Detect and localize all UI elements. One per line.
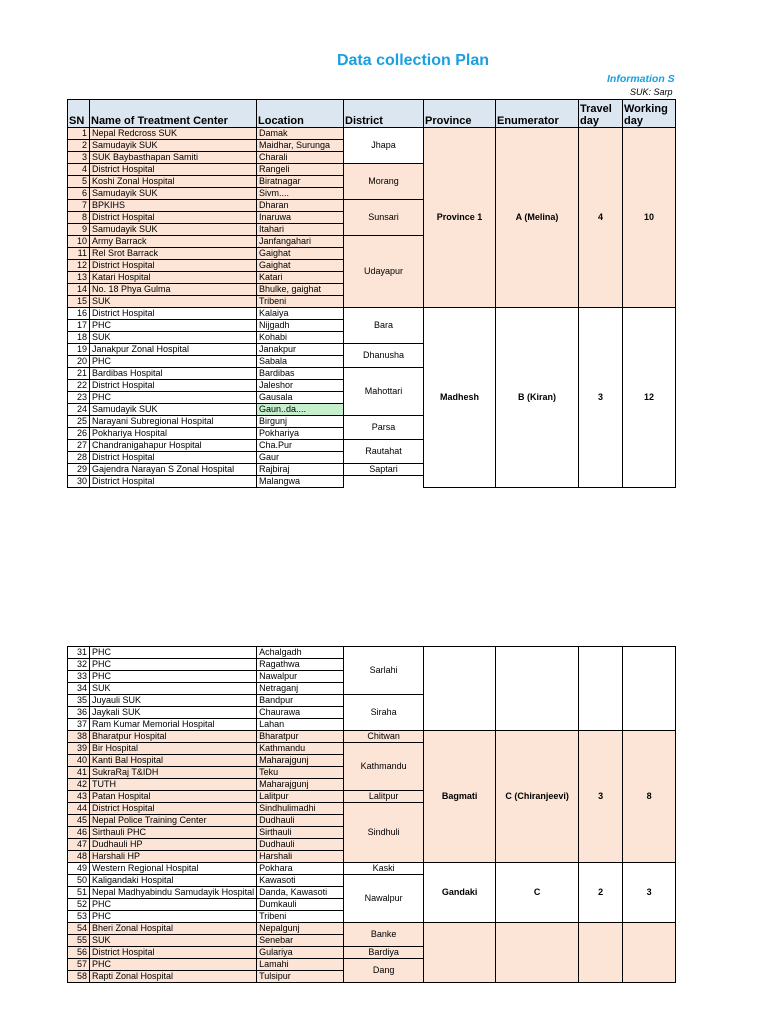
cell-location: Nepalgunj (257, 923, 344, 935)
cell-district: Rautahat (344, 440, 424, 464)
cell-name: SUK (90, 683, 257, 695)
cell-sn: 38 (68, 731, 90, 743)
cell-province: Gandaki (424, 863, 496, 923)
cell-travel-empty (579, 647, 623, 731)
cell-working: 10 (623, 128, 676, 308)
cell-sn: 46 (68, 827, 90, 839)
cell-province-empty (424, 647, 496, 731)
cell-location: Lalitpur (257, 791, 344, 803)
cell-sn: 18 (68, 332, 90, 344)
cell-province: Bagmati (424, 731, 496, 863)
cell-name: Army Barrack (90, 236, 257, 248)
cell-working: 3 (623, 863, 676, 923)
cell-sn: 50 (68, 875, 90, 887)
cell-location: Kawasoti (257, 875, 344, 887)
cell-location: Tribeni (257, 296, 344, 308)
cell-district: Kathmandu (344, 743, 424, 791)
cell-name: District Hospital (90, 308, 257, 320)
cell-location: Maharajgunj (257, 755, 344, 767)
cell-sn: 32 (68, 659, 90, 671)
cell-sn: 13 (68, 272, 90, 284)
cell-name: Samudayik SUK (90, 404, 257, 416)
cell-sn: 7 (68, 200, 90, 212)
page-break (0, 533, 768, 646)
cell-sn: 54 (68, 923, 90, 935)
cell-sn: 57 (68, 959, 90, 971)
cell-travel: 3 (579, 731, 623, 863)
cell-district: Kaski (344, 863, 424, 875)
cell-sn: 44 (68, 803, 90, 815)
cell-location: Bharatpur (257, 731, 344, 743)
cell-enumerator-empty (496, 647, 579, 731)
cell-name: Dudhauli HP (90, 839, 257, 851)
cell-location: Lamahi (257, 959, 344, 971)
header-row (68, 100, 676, 128)
cell-sn: 2 (68, 140, 90, 152)
cell-sn: 30 (68, 476, 90, 488)
cell-district: Bara (344, 308, 424, 344)
cell-name: Nepal Redcross SUK (90, 128, 257, 140)
cell-district: Nawalpur (344, 875, 424, 923)
cell-sn: 45 (68, 815, 90, 827)
cell-location: Sirthauli (257, 827, 344, 839)
cell-name: Janakpur Zonal Hospital (90, 344, 257, 356)
cell-name: Patan Hospital (90, 791, 257, 803)
cell-location: Gaun..da.... (257, 404, 344, 416)
cell-sn: 4 (68, 164, 90, 176)
cell-working-empty (623, 923, 676, 983)
cell-name: Kaligandaki Hospital (90, 875, 257, 887)
cell-name: PHC (90, 647, 257, 659)
cell-location: Harshali (257, 851, 344, 863)
cell-sn: 15 (68, 296, 90, 308)
cell-sn: 36 (68, 707, 90, 719)
cell-location: Lahan (257, 719, 344, 731)
cell-name: Bardibas Hospital (90, 368, 257, 380)
header-province: Province (424, 100, 496, 128)
cell-location: Gaighat (257, 248, 344, 260)
cell-working: 12 (623, 308, 676, 488)
cell-travel: 4 (579, 128, 623, 308)
cell-name: District Hospital (90, 947, 257, 959)
cell-location: Sindhulimadhi (257, 803, 344, 815)
cell-name: PHC (90, 356, 257, 368)
cell-location: Charali (257, 152, 344, 164)
cell-sn: 6 (68, 188, 90, 200)
cell-location: Pokhariya (257, 428, 344, 440)
cell-sn: 17 (68, 320, 90, 332)
cell-province-empty (424, 923, 496, 983)
cell-working: 8 (623, 731, 676, 863)
cell-location: Damak (257, 128, 344, 140)
cell-name: Pokhariya Hospital (90, 428, 257, 440)
cell-sn: 31 (68, 647, 90, 659)
cell-location: Biratnagar (257, 176, 344, 188)
cell-location: Sabala (257, 356, 344, 368)
cell-sn: 58 (68, 971, 90, 983)
cell-name: BPKIHS (90, 200, 257, 212)
cell-name: Jaykali SUK (90, 707, 257, 719)
cell-location: Sivm.... (257, 188, 344, 200)
data-collection-table-page1 (67, 99, 676, 488)
cell-sn: 35 (68, 695, 90, 707)
cell-location: Netraganj (257, 683, 344, 695)
cell-location: Rangeli (257, 164, 344, 176)
cell-name: Samudayik SUK (90, 140, 257, 152)
cell-province: Madhesh (424, 308, 496, 488)
cell-location: Itahari (257, 224, 344, 236)
cell-name: District Hospital (90, 803, 257, 815)
cell-sn: 1 (68, 128, 90, 140)
cell-sn: 27 (68, 440, 90, 452)
cell-name: Harshali HP (90, 851, 257, 863)
cell-name: PHC (90, 392, 257, 404)
cell-name: Rel Srot Barrack (90, 248, 257, 260)
cell-sn: 25 (68, 416, 90, 428)
cell-location: Tribeni (257, 911, 344, 923)
cell-sn: 33 (68, 671, 90, 683)
cell-sn: 48 (68, 851, 90, 863)
cell-name: District Hospital (90, 260, 257, 272)
cell-location: Achalgadh (257, 647, 344, 659)
cell-sn: 14 (68, 284, 90, 296)
cell-location: Nawalpur (257, 671, 344, 683)
cell-location: Kalaiya (257, 308, 344, 320)
cell-district: Lalitpur (344, 791, 424, 803)
cell-sn: 40 (68, 755, 90, 767)
cell-sn: 24 (68, 404, 90, 416)
cell-district: Parsa (344, 416, 424, 440)
cell-location: Birgunj (257, 416, 344, 428)
cell-sn: 12 (68, 260, 90, 272)
cell-travel-empty (579, 923, 623, 983)
cell-name: SUK Baybasthapan Samiti (90, 152, 257, 164)
cell-sn: 16 (68, 308, 90, 320)
cell-name: PHC (90, 320, 257, 332)
cell-travel: 3 (579, 308, 623, 488)
cell-district: Morang (344, 164, 424, 200)
header-sn: SN (68, 100, 90, 128)
cell-sn: 34 (68, 683, 90, 695)
cell-enumerator: C (496, 863, 579, 923)
cell-location: Janakpur (257, 344, 344, 356)
cell-name: SukraRaj T&IDH (90, 767, 257, 779)
cell-working-empty (623, 647, 676, 731)
cell-sn: 41 (68, 767, 90, 779)
cell-sn: 21 (68, 368, 90, 380)
table-row (68, 923, 676, 935)
cell-location: Kathmandu (257, 743, 344, 755)
cell-enumerator: A (Melina) (496, 128, 579, 308)
cell-sn: 11 (68, 248, 90, 260)
cell-location: Gaur (257, 452, 344, 464)
cell-location: Cha.Pur (257, 440, 344, 452)
cell-location: Dudhauli (257, 815, 344, 827)
cell-name: Juyauli SUK (90, 695, 257, 707)
cell-location: Dharan (257, 200, 344, 212)
cell-name: Kanti Bal Hospital (90, 755, 257, 767)
cell-name: PHC (90, 959, 257, 971)
cell-sn: 22 (68, 380, 90, 392)
cell-location: Rajbiraj (257, 464, 344, 476)
table-row (68, 863, 676, 875)
cell-sn: 3 (68, 152, 90, 164)
cell-district: Jhapa (344, 128, 424, 164)
header-travel: Travel day (579, 100, 623, 128)
cell-location: Inaruwa (257, 212, 344, 224)
cell-sn: 19 (68, 344, 90, 356)
cell-name: Bir Hospital (90, 743, 257, 755)
data-collection-table-page2 (67, 646, 676, 983)
cell-sn: 53 (68, 911, 90, 923)
cell-district: Dhanusha (344, 344, 424, 368)
header-location: Location (257, 100, 344, 128)
cell-name: Koshi Zonal Hospital (90, 176, 257, 188)
cell-name: Western Regional Hospital (90, 863, 257, 875)
cell-sn: 56 (68, 947, 90, 959)
cell-sn: 9 (68, 224, 90, 236)
cell-district: Chitwan (344, 731, 424, 743)
cell-name: No. 18 Phya Gulma (90, 284, 257, 296)
cell-location: Katari (257, 272, 344, 284)
cell-name: TUTH (90, 779, 257, 791)
cell-location: Ragathwa (257, 659, 344, 671)
cell-name: Chandranigahapur Hospital (90, 440, 257, 452)
cell-sn: 23 (68, 392, 90, 404)
header-name: Name of Treatment Center (90, 100, 257, 128)
cell-name: District Hospital (90, 476, 257, 488)
cell-location: Tulsipur (257, 971, 344, 983)
cell-district: Siraha (344, 695, 424, 731)
cell-district: Sarlahi (344, 647, 424, 695)
cell-location: Maharajgunj (257, 779, 344, 791)
cell-enumerator: C (Chiranjeevi) (496, 731, 579, 863)
cell-location: Gausala (257, 392, 344, 404)
cell-sn: 10 (68, 236, 90, 248)
cell-name: Nepal Police Training Center (90, 815, 257, 827)
header-enumerator: Enumerator (496, 100, 579, 128)
cell-travel: 2 (579, 863, 623, 923)
cell-district: Udayapur (344, 236, 424, 308)
information-header: Information S (607, 73, 675, 85)
cell-sn: 8 (68, 212, 90, 224)
cell-district: Sunsari (344, 200, 424, 236)
cell-sn: 51 (68, 887, 90, 899)
cell-sn: 42 (68, 779, 90, 791)
cell-name: Gajendra Narayan S Zonal Hospital (90, 464, 257, 476)
cell-name: Bharatpur Hospital (90, 731, 257, 743)
cell-province: Province 1 (424, 128, 496, 308)
cell-enumerator-empty (496, 923, 579, 983)
cell-sn: 39 (68, 743, 90, 755)
cell-sn: 28 (68, 452, 90, 464)
cell-sn: 20 (68, 356, 90, 368)
cell-location: Danda, Kawasoti (257, 887, 344, 899)
cell-sn: 47 (68, 839, 90, 851)
cell-district: Dang (344, 959, 424, 983)
cell-location: Chaurawa (257, 707, 344, 719)
cell-name: Nepal Madhyabindu Samudayik Hospital (90, 887, 257, 899)
table-row (68, 308, 676, 320)
cell-location: Gaighat (257, 260, 344, 272)
cell-district: Sindhuli (344, 803, 424, 863)
cell-location: Nijgadh (257, 320, 344, 332)
cell-name: Ram Kumar Memorial Hospital (90, 719, 257, 731)
cell-sn: 52 (68, 899, 90, 911)
cell-name: District Hospital (90, 452, 257, 464)
cell-name: PHC (90, 659, 257, 671)
table-row (68, 128, 676, 140)
cell-location: Dumkauli (257, 899, 344, 911)
cell-name: SUK (90, 296, 257, 308)
cell-location: Pokhara (257, 863, 344, 875)
cell-district-empty (344, 476, 424, 488)
cell-location: Dudhauli (257, 839, 344, 851)
page-title: Data collection Plan (336, 52, 490, 69)
cell-sn: 43 (68, 791, 90, 803)
cell-sn: 49 (68, 863, 90, 875)
cell-name: District Hospital (90, 380, 257, 392)
cell-enumerator: B (Kiran) (496, 308, 579, 488)
cell-location: Bhulke, gaighat (257, 284, 344, 296)
cell-district: Mahottari (344, 368, 424, 416)
cell-location: Malangwa (257, 476, 344, 488)
suk-note: SUK: Sarp (630, 87, 673, 97)
cell-location: Jaleshor (257, 380, 344, 392)
cell-location: Maidhar, Surunga (257, 140, 344, 152)
cell-name: PHC (90, 671, 257, 683)
cell-district: Banke (344, 923, 424, 947)
cell-name: Sirthauli PHC (90, 827, 257, 839)
header-district: District (344, 100, 424, 128)
cell-location: Gulariya (257, 947, 344, 959)
cell-location: Senebar (257, 935, 344, 947)
cell-sn: 37 (68, 719, 90, 731)
cell-location: Teku (257, 767, 344, 779)
cell-district: Bardiya (344, 947, 424, 959)
cell-location: Kohabi (257, 332, 344, 344)
cell-sn: 26 (68, 428, 90, 440)
cell-location: Janfangahari (257, 236, 344, 248)
header-working: Working day (623, 100, 676, 128)
cell-name: Rapti Zonal Hospital (90, 971, 257, 983)
cell-name: District Hospital (90, 164, 257, 176)
cell-name: SUK (90, 935, 257, 947)
cell-name: Katari Hospital (90, 272, 257, 284)
table-row (68, 731, 676, 743)
cell-name: Samudayik SUK (90, 188, 257, 200)
cell-name: PHC (90, 911, 257, 923)
cell-sn: 5 (68, 176, 90, 188)
cell-name: SUK (90, 332, 257, 344)
cell-location: Bandpur (257, 695, 344, 707)
cell-name: Samudayik SUK (90, 224, 257, 236)
cell-name: PHC (90, 899, 257, 911)
cell-name: Bheri Zonal Hospital (90, 923, 257, 935)
cell-sn: 29 (68, 464, 90, 476)
cell-name: Narayani Subregional Hospital (90, 416, 257, 428)
cell-sn: 55 (68, 935, 90, 947)
cell-district: Saptari (344, 464, 424, 476)
table-row (68, 647, 676, 659)
cell-name: District Hospital (90, 212, 257, 224)
cell-location: Bardibas (257, 368, 344, 380)
